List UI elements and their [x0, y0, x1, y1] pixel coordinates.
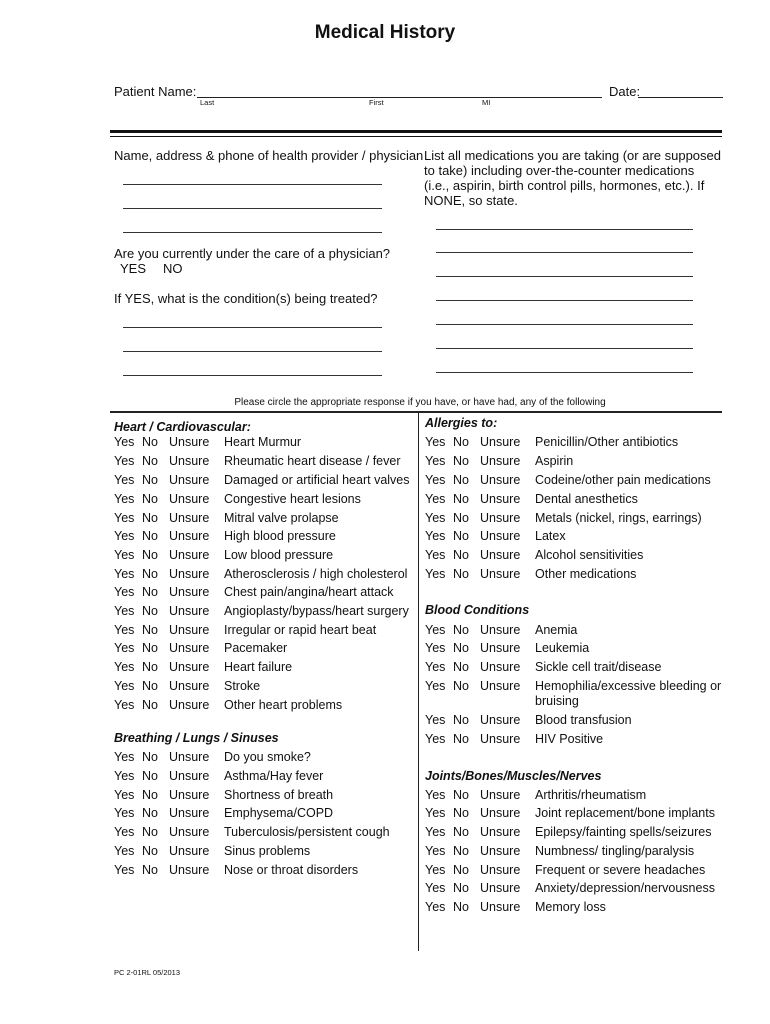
- column-divider: [418, 413, 419, 951]
- no-option[interactable]: No: [453, 641, 469, 655]
- unsure-option[interactable]: Unsure: [169, 825, 210, 839]
- yes-option[interactable]: Yes: [114, 806, 135, 820]
- yes-option[interactable]: Yes: [425, 732, 446, 746]
- unsure-option[interactable]: Unsure: [169, 863, 210, 877]
- unsure-option[interactable]: Unsure: [169, 604, 210, 618]
- care-question: Are you currently under the care of a physician?: [114, 246, 391, 261]
- checklist-row: [425, 435, 725, 454]
- instruction-note: Please circle the appropriate response if you have, or have had, any of the following: [234, 397, 606, 408]
- no-option[interactable]: No: [142, 585, 158, 599]
- yes-option[interactable]: Yes: [425, 473, 446, 487]
- condition-label: Atherosclerosis / high cholesterol: [224, 567, 408, 581]
- unsure-option[interactable]: Unsure: [169, 548, 210, 562]
- condition-label: Heart failure: [224, 660, 293, 674]
- yes-option[interactable]: Yes: [425, 567, 446, 581]
- unsure-option[interactable]: Unsure: [169, 492, 210, 506]
- unsure-option[interactable]: Unsure: [480, 732, 521, 746]
- medication-line-6[interactable]: [436, 348, 693, 349]
- section-heading-joints: Joints/Bones/Muscles/Nerves: [425, 769, 602, 783]
- no-option[interactable]: No: [453, 623, 469, 637]
- yes-option[interactable]: Yes: [114, 529, 135, 543]
- condition-label: Arthritis/rheumatism: [535, 788, 647, 802]
- condition-label: Joint replacement/bone implants: [535, 806, 715, 820]
- condition-label: Dental anesthetics: [535, 492, 638, 506]
- no-option[interactable]: No: [453, 492, 469, 506]
- checklist-row: [425, 623, 725, 642]
- no-option[interactable]: No: [142, 806, 158, 820]
- no-option[interactable]: No: [142, 454, 158, 468]
- condition-label: Heart Murmur: [224, 435, 302, 449]
- unsure-option[interactable]: Unsure: [169, 529, 210, 543]
- condition-label: Low blood pressure: [224, 548, 334, 562]
- checklist-row: [425, 806, 725, 825]
- yes-option[interactable]: Yes: [425, 679, 446, 693]
- unsure-option[interactable]: Unsure: [169, 679, 210, 693]
- no-option[interactable]: No: [453, 788, 469, 802]
- header-divider-thin: [110, 136, 722, 137]
- unsure-option[interactable]: Unsure: [169, 660, 210, 674]
- yes-option[interactable]: Yes: [425, 529, 446, 543]
- condition-label: Do you smoke?: [224, 750, 311, 764]
- provider-label: Name, address & phone of health provider / physician: [114, 148, 424, 163]
- condition-label: Mitral valve prolapse: [224, 511, 339, 525]
- yes-option[interactable]: Yes: [114, 604, 135, 618]
- no-option[interactable]: No: [142, 788, 158, 802]
- unsure-option[interactable]: Unsure: [480, 473, 521, 487]
- unsure-option[interactable]: Unsure: [480, 529, 521, 543]
- no-option[interactable]: No: [453, 511, 469, 525]
- no-option[interactable]: No: [453, 900, 469, 914]
- condition-label: Angioplasty/bypass/heart surgery: [224, 604, 409, 618]
- condition-label: Blood transfusion: [535, 713, 632, 727]
- no-option[interactable]: No: [453, 679, 469, 693]
- checklist-row: [425, 492, 725, 511]
- checklist-row: [114, 844, 414, 863]
- unsure-option[interactable]: Unsure: [169, 435, 210, 449]
- no-option[interactable]: No: [453, 806, 469, 820]
- unsure-option[interactable]: Unsure: [169, 769, 210, 783]
- no-option[interactable]: No: [453, 713, 469, 727]
- provider-line-2[interactable]: [123, 208, 382, 209]
- checklist-row: [425, 548, 725, 567]
- condition-label: HIV Positive: [535, 732, 604, 746]
- provider-line-1[interactable]: [123, 184, 382, 185]
- checklist-row: [114, 511, 414, 530]
- yes-option[interactable]: Yes: [425, 863, 446, 877]
- unsure-option[interactable]: Unsure: [480, 641, 521, 655]
- no-option[interactable]: No: [142, 750, 158, 764]
- yes-option[interactable]: Yes: [114, 844, 135, 858]
- unsure-option[interactable]: Unsure: [480, 511, 521, 525]
- yes-option[interactable]: Yes: [114, 788, 135, 802]
- condition-label: Codeine/other pain medications: [535, 473, 711, 487]
- checklist-row: [114, 492, 414, 511]
- no-option[interactable]: No: [142, 511, 158, 525]
- no-option[interactable]: No: [142, 825, 158, 839]
- yes-option[interactable]: Yes: [114, 679, 135, 693]
- middle-initial-caption: MI: [482, 98, 491, 107]
- medication-line-2[interactable]: [436, 252, 693, 253]
- checklist-row: [114, 863, 414, 882]
- no-option[interactable]: No: [142, 641, 158, 655]
- condition-label: Shortness of breath: [224, 788, 334, 802]
- header-divider-thick: [110, 130, 722, 133]
- condition-label: Sickle cell trait/disease: [535, 660, 662, 674]
- unsure-option[interactable]: Unsure: [169, 454, 210, 468]
- yes-option[interactable]: Yes: [425, 900, 446, 914]
- yes-option[interactable]: Yes: [114, 660, 135, 674]
- condition-label: Aspirin: [535, 454, 574, 468]
- unsure-option[interactable]: Unsure: [169, 750, 210, 764]
- checklist-row: [114, 585, 414, 604]
- yes-option[interactable]: Yes: [114, 863, 135, 877]
- yes-option[interactable]: Yes: [114, 567, 135, 581]
- yes-option[interactable]: Yes: [425, 844, 446, 858]
- checklist-row: [425, 713, 725, 732]
- yes-option[interactable]: Yes: [425, 713, 446, 727]
- condition-label: Chest pain/angina/heart attack: [224, 585, 394, 599]
- condition-label: Congestive heart lesions: [224, 492, 361, 506]
- checklist-row: [114, 806, 414, 825]
- checklist-row: [114, 660, 414, 679]
- condition-label: Numbness/ tingling/paralysis: [535, 844, 695, 858]
- checklist-row: [114, 454, 414, 473]
- yes-option[interactable]: Yes: [114, 698, 135, 712]
- no-option[interactable]: No: [453, 863, 469, 877]
- checklist-row: [425, 641, 725, 660]
- yes-option[interactable]: Yes: [114, 492, 135, 506]
- no-option[interactable]: No: [142, 769, 158, 783]
- checklist-row: [425, 660, 725, 679]
- checklist-row: [425, 825, 725, 844]
- unsure-option[interactable]: Unsure: [480, 492, 521, 506]
- yes-option[interactable]: Yes: [425, 435, 446, 449]
- unsure-option[interactable]: Unsure: [169, 698, 210, 712]
- no-option[interactable]: No: [142, 604, 158, 618]
- checklist-row: [114, 529, 414, 548]
- unsure-option[interactable]: Unsure: [169, 567, 210, 581]
- checklist-row: [425, 732, 725, 751]
- checklist-row: [114, 604, 414, 623]
- yes-option[interactable]: Yes: [425, 454, 446, 468]
- condition-label: Anemia: [535, 623, 578, 637]
- care-no-option[interactable]: NO: [163, 261, 183, 276]
- condition-label: Frequent or severe headaches: [535, 863, 706, 877]
- no-option[interactable]: No: [142, 660, 158, 674]
- medications-label: List all medications you are taking (or are supposed to take) including over-the-counter medications (i.e., aspirin, birth control pills, hormones, etc.). If NONE, so state.: [424, 148, 721, 208]
- no-option[interactable]: No: [142, 529, 158, 543]
- condition-label: Memory loss: [535, 900, 606, 914]
- unsure-option[interactable]: Unsure: [480, 623, 521, 637]
- form-code: PC 2-01RL 05/2013: [114, 968, 181, 977]
- condition-line-1[interactable]: [123, 327, 382, 328]
- unsure-option[interactable]: Unsure: [480, 454, 521, 468]
- checklist-row: [114, 623, 414, 642]
- yes-option[interactable]: Yes: [114, 548, 135, 562]
- condition-label: Nose or throat disorders: [224, 863, 359, 877]
- condition-label: Stroke: [224, 679, 261, 693]
- yes-option[interactable]: Yes: [425, 492, 446, 506]
- checklist-row: [425, 454, 725, 473]
- yes-option[interactable]: Yes: [425, 548, 446, 562]
- unsure-option[interactable]: Unsure: [480, 825, 521, 839]
- checklist-row: [114, 567, 414, 586]
- no-option[interactable]: No: [142, 623, 158, 637]
- unsure-option[interactable]: Unsure: [169, 844, 210, 858]
- yes-option[interactable]: Yes: [425, 660, 446, 674]
- condition-label: Leukemia: [535, 641, 590, 655]
- no-option[interactable]: No: [453, 529, 469, 543]
- condition-label: Latex: [535, 529, 566, 543]
- no-option[interactable]: No: [142, 863, 158, 877]
- unsure-option[interactable]: Unsure: [169, 511, 210, 525]
- condition-label: Hemophilia/excessive bleeding or bruising: [535, 679, 722, 708]
- checklist-row: [114, 698, 414, 717]
- condition-label: Emphysema/COPD: [224, 806, 334, 820]
- unsure-option[interactable]: Unsure: [480, 679, 521, 693]
- condition-label: Rheumatic heart disease / fever: [224, 454, 401, 468]
- unsure-option[interactable]: Unsure: [480, 863, 521, 877]
- checklist-row: [114, 641, 414, 660]
- unsure-option[interactable]: Unsure: [169, 788, 210, 802]
- yes-option[interactable]: Yes: [114, 454, 135, 468]
- yes-option[interactable]: Yes: [425, 806, 446, 820]
- patient-name-label: Patient Name:: [114, 84, 197, 99]
- condition-label: Alcohol sensitivities: [535, 548, 644, 562]
- medication-line-4[interactable]: [436, 300, 693, 301]
- condition-label: High blood pressure: [224, 529, 336, 543]
- medication-line-7[interactable]: [436, 372, 693, 373]
- yes-option[interactable]: Yes: [114, 769, 135, 783]
- checklist-row: [425, 844, 725, 863]
- condition-label: Pacemaker: [224, 641, 288, 655]
- unsure-option[interactable]: Unsure: [480, 548, 521, 562]
- checklist-row: [114, 679, 414, 698]
- yes-option[interactable]: Yes: [425, 511, 446, 525]
- provider-line-3[interactable]: [123, 232, 382, 233]
- first-name-caption: First: [369, 98, 384, 107]
- no-option[interactable]: No: [453, 454, 469, 468]
- checklist-row: [425, 473, 725, 492]
- condition-label: Other heart problems: [224, 698, 343, 712]
- yes-option[interactable]: Yes: [114, 585, 135, 599]
- yes-option[interactable]: Yes: [425, 788, 446, 802]
- checklist-row: [425, 567, 725, 586]
- yes-option[interactable]: Yes: [114, 511, 135, 525]
- condition-label: Irregular or rapid heart beat: [224, 623, 377, 637]
- unsure-option[interactable]: Unsure: [480, 900, 521, 914]
- condition-label: Other medications: [535, 567, 637, 581]
- condition-question: If YES, what is the condition(s) being treated?: [114, 291, 378, 306]
- yes-option[interactable]: Yes: [114, 750, 135, 764]
- unsure-option[interactable]: Unsure: [169, 585, 210, 599]
- medication-line-1[interactable]: [436, 229, 693, 230]
- date-field[interactable]: [638, 97, 723, 98]
- unsure-option[interactable]: Unsure: [480, 660, 521, 674]
- condition-line-2[interactable]: [123, 351, 382, 352]
- condition-label: Penicillin/Other antibiotics: [535, 435, 679, 449]
- yes-option[interactable]: Yes: [114, 641, 135, 655]
- unsure-option[interactable]: Unsure: [480, 435, 521, 449]
- medication-line-5[interactable]: [436, 324, 693, 325]
- no-option[interactable]: No: [142, 548, 158, 562]
- medication-line-3[interactable]: [436, 276, 693, 277]
- checklist-row: [425, 900, 725, 919]
- checklist-row: [425, 529, 725, 548]
- no-option[interactable]: No: [453, 825, 469, 839]
- checklist-row: [425, 511, 725, 530]
- yes-option[interactable]: Yes: [425, 623, 446, 637]
- yes-option[interactable]: Yes: [425, 825, 446, 839]
- care-yes-option[interactable]: YES: [120, 261, 147, 276]
- checklist-row: [425, 863, 725, 882]
- no-option[interactable]: No: [453, 660, 469, 674]
- unsure-option[interactable]: Unsure: [480, 788, 521, 802]
- no-option[interactable]: No: [453, 435, 469, 449]
- condition-label: Asthma/Hay fever: [224, 769, 324, 783]
- no-option[interactable]: No: [453, 473, 469, 487]
- no-option[interactable]: No: [453, 732, 469, 746]
- no-option[interactable]: No: [142, 844, 158, 858]
- section-heading-breathing: Breathing / Lungs / Sinuses: [114, 731, 279, 745]
- checklist-row: [114, 769, 414, 788]
- condition-label: Tuberculosis/persistent cough: [224, 825, 390, 839]
- condition-label: Metals (nickel, rings, earrings): [535, 511, 702, 525]
- no-option[interactable]: No: [453, 548, 469, 562]
- condition-label: Sinus problems: [224, 844, 311, 858]
- checklist-row: [425, 788, 725, 807]
- checklist-row: [114, 473, 414, 492]
- no-option[interactable]: No: [453, 844, 469, 858]
- yes-option[interactable]: Yes: [114, 473, 135, 487]
- no-option[interactable]: No: [142, 698, 158, 712]
- condition-label: Damaged or artificial heart valves: [224, 473, 410, 487]
- checklist-row: [114, 788, 414, 807]
- condition-line-3[interactable]: [123, 375, 382, 376]
- section-heading-heart: Heart / Cardiovascular:: [114, 420, 251, 434]
- last-name-caption: Last: [200, 98, 215, 107]
- yes-option[interactable]: Yes: [425, 881, 446, 895]
- unsure-option[interactable]: Unsure: [480, 844, 521, 858]
- unsure-option[interactable]: Unsure: [169, 473, 210, 487]
- no-option[interactable]: No: [453, 567, 469, 581]
- checklist-row: [425, 881, 725, 900]
- yes-option[interactable]: Yes: [114, 435, 135, 449]
- checklist-row: [114, 435, 414, 454]
- patient-name-field[interactable]: [197, 97, 602, 98]
- unsure-option[interactable]: Unsure: [480, 713, 521, 727]
- section-heading-allergies: Allergies to:: [425, 416, 498, 430]
- unsure-option[interactable]: Unsure: [480, 567, 521, 581]
- no-option[interactable]: No: [142, 567, 158, 581]
- no-option[interactable]: No: [142, 435, 158, 449]
- yes-option[interactable]: Yes: [114, 825, 135, 839]
- no-option[interactable]: No: [453, 881, 469, 895]
- unsure-option[interactable]: Unsure: [169, 623, 210, 637]
- checklist-row: [114, 548, 414, 567]
- no-option[interactable]: No: [142, 679, 158, 693]
- date-label: Date:: [609, 84, 641, 99]
- checklist-row: [425, 679, 725, 713]
- unsure-option[interactable]: Unsure: [169, 641, 210, 655]
- unsure-option[interactable]: Unsure: [480, 881, 521, 895]
- section-heading-blood: Blood Conditions: [425, 603, 530, 617]
- yes-option[interactable]: Yes: [114, 623, 135, 637]
- page-title: Medical History: [314, 22, 456, 43]
- no-option[interactable]: No: [142, 492, 158, 506]
- unsure-option[interactable]: Unsure: [480, 806, 521, 820]
- condition-label: Anxiety/depression/nervousness: [535, 881, 715, 895]
- yes-option[interactable]: Yes: [425, 641, 446, 655]
- checklist-row: [114, 750, 414, 769]
- no-option[interactable]: No: [142, 473, 158, 487]
- checklist-top-rule: [110, 411, 722, 413]
- condition-label: Epilepsy/fainting spells/seizures: [535, 825, 712, 839]
- unsure-option[interactable]: Unsure: [169, 806, 210, 820]
- checklist-row: [114, 825, 414, 844]
